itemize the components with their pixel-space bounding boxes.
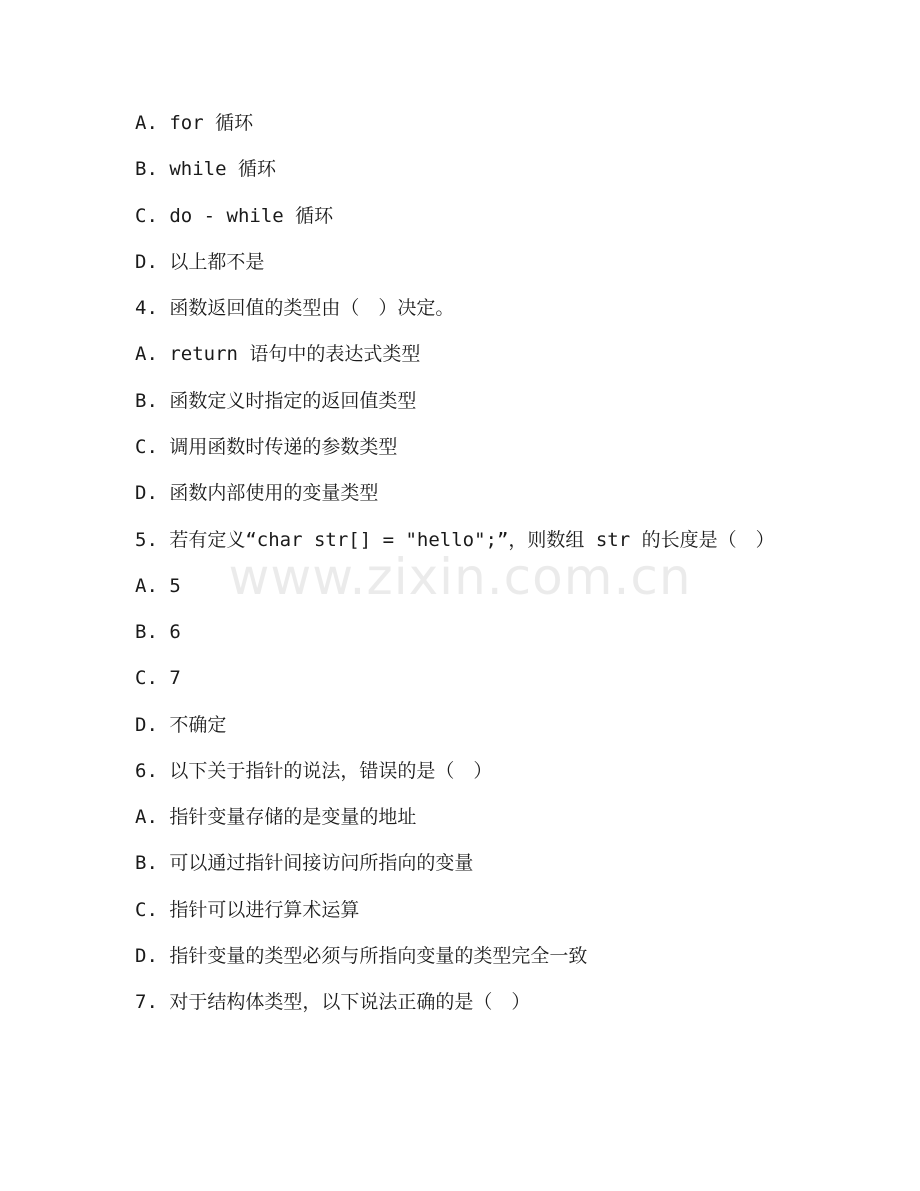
question-5: 5. 若有定义“char str[] = "hello";”，则数组 str 的长度是（ ） bbox=[135, 528, 775, 551]
q6-option-a: A. 指针变量存储的是变量的地址 bbox=[135, 806, 417, 829]
option-b-line: B. while 循环 bbox=[135, 158, 276, 181]
q6-option-d: D. 指针变量的类型必须与所指向变量的类型完全一致 bbox=[135, 945, 588, 968]
question-list bbox=[135, 106, 785, 1032]
q6-option-c: C. 指针可以进行算术运算 bbox=[135, 898, 360, 921]
option-c-line: C. do - while 循环 bbox=[135, 204, 334, 227]
question-4: 4. 函数返回值的类型由（ ）决定。 bbox=[135, 297, 455, 320]
watermark: www.zixin.com.cn bbox=[228, 548, 692, 606]
q4-option-a: A. return 语句中的表达式类型 bbox=[135, 343, 421, 366]
q5-option-d: D. 不确定 bbox=[135, 713, 227, 736]
q4-option-d: D. 函数内部使用的变量类型 bbox=[135, 482, 379, 505]
q4-option-c: C. 调用函数时传递的参数类型 bbox=[135, 436, 398, 459]
option-a-line: A. for 循环 bbox=[135, 112, 254, 134]
option-d-line: D. 以上都不是 bbox=[135, 250, 265, 273]
question-6: 6. 以下关于指针的说法，错误的是（ ） bbox=[135, 759, 493, 782]
q6-option-b: B. 可以通过指针间接访问所指向的变量 bbox=[135, 852, 474, 875]
q5-option-a: A. 5 bbox=[135, 574, 181, 597]
q5-option-c: C. 7 bbox=[135, 667, 181, 690]
q4-option-b: B. 函数定义时指定的返回值类型 bbox=[135, 389, 417, 412]
question-7: 7. 对于结构体类型，以下说法正确的是（ ） bbox=[135, 991, 531, 1014]
q5-option-b: B. 6 bbox=[135, 620, 181, 643]
